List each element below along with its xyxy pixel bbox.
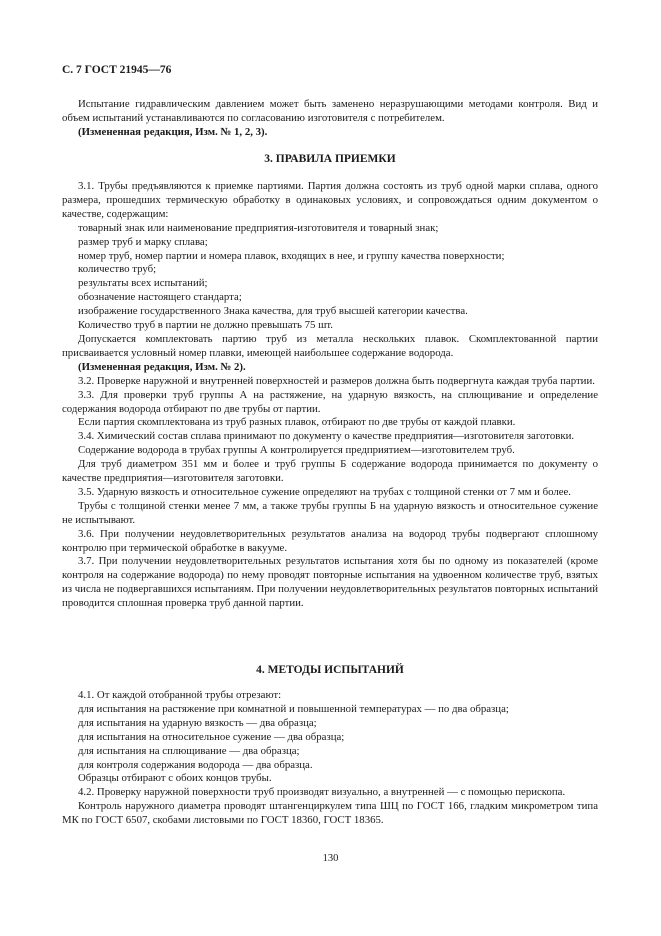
list-item: обозначение настоящего стандарта;: [78, 291, 242, 304]
list-item: для испытания на относительное сужение — два образца;: [78, 730, 345, 743]
paragraph: Образцы отбирают с обоих концов трубы.: [78, 772, 272, 785]
paragraph: Трубы с толщиной стенки менее 7 мм, а также трубы группы Б на ударную вязкость и относительное сужение не испытывают.: [62, 499, 598, 526]
section-4: [62, 664, 598, 678]
intro-block: [62, 98, 598, 140]
paragraph: 3.3. Для проверки труб группы А на растяжение, на ударную вязкость, на сплющивание и определение содержания водорода отбирают по две трубы от партии.: [62, 388, 598, 415]
list-item: номер труб, номер партии и номера плавок, входящих в нее, и группу качества поверхности;: [78, 249, 505, 262]
section-title: 4. МЕТОДЫ ИСПЫТАНИЙ: [256, 664, 404, 676]
list-item: для испытания на ударную вязкость — два образца;: [78, 716, 317, 729]
paragraph: Контроль наружного диаметра проводят штангенциркулем типа ШЦ по ГОСТ 166, гладким микрометром типа МК по ГОСТ 6507, скобами листовыми по ГОСТ 18360, ГОСТ 18365.: [62, 800, 598, 827]
paragraph: Допускается комплектовать партию труб из металла нескольких плавок. Скомплектованной партии присваивается условный номер плавки, имеющей наибольшее содержание водорода.: [62, 332, 598, 359]
list-item: для испытания на растяжение при комнатной и повышенной температурах — по два образца;: [78, 702, 509, 715]
amendment-note: (Измененная редакция, Изм. № 1, 2, 3).: [78, 125, 268, 138]
paragraph: 3.1. Трубы предъявляются к приемке партиями. Партия должна состоять из труб одной марки сплава, одного размера, прошедших термическую обработку в одинаковых условиях, и сопровождаться одним документом о качестве, содержащим:: [62, 180, 598, 220]
page-header: С. 7 ГОСТ 21945—76: [62, 64, 172, 76]
paragraph: 4.1. От каждой отобранной трубы отрезают:: [78, 689, 282, 701]
list-item: количество труб;: [78, 263, 157, 276]
list-item: изображение государственного Знака качества, для труб высшей категории качества.: [78, 305, 468, 318]
list-item: для контроля содержания водорода — два образца.: [78, 758, 313, 771]
paragraph: 3.2. Проверке наружной и внутренней поверхностей и размеров должна быть подвергнута каждая труба партии.: [78, 374, 595, 387]
list-item: для испытания на сплющивание — два образца;: [78, 744, 300, 757]
intro-paragraph: Испытание гидравлическим давлением может быть заменено неразрушающими методами контроля. Вид и объем испытаний устанавливаются по согласованию изготовителя с потребителем.: [62, 98, 598, 124]
paragraph: 4.2. Проверку наружной поверхности труб производят визуально, а внутренней — с помощью перископа.: [78, 786, 566, 799]
paragraph: Для труб диаметром 351 мм и более и труб группы Б содержание водорода принимается по документу о качестве предприятия—изготовителя заготовки.: [62, 458, 598, 485]
amendment-note: (Измененная редакция, Изм. № 2).: [78, 360, 246, 373]
list-item: результаты всех испытаний;: [78, 277, 208, 290]
section-title: 3. ПРАВИЛА ПРИЕМКИ: [264, 153, 396, 165]
page-number: 130: [322, 853, 339, 864]
paragraph: 3.6. При получении неудовлетворительных результатов анализа на водород трубы подвергают сплошному контролю при термической обработке в вакууме.: [62, 527, 598, 554]
section-3: [62, 153, 598, 167]
paragraph: 3.7. При получении неудовлетворительных результатов испытания хотя бы по одному из показателей (кроме контроля на содержание водорода) по нему проводят повторные испытания на удвоенном количестве труб, взятых из числа не подвергавшихся испытаниям. При получении неудовлетворительных результатов повторных испытаний проводится сплошная проверка труб данной партии.: [62, 555, 598, 610]
paragraph: 3.4. Химический состав сплава принимают по документу о качестве предприятия—изготовителя заготовки.: [78, 430, 575, 443]
paragraph: Количество труб в партии не должно превышать 75 шт.: [78, 319, 334, 332]
paragraph: Содержание водорода в трубах группы А контролируется предприятием—изготовителем труб.: [78, 444, 515, 457]
list-item: размер труб и марку сплава;: [78, 235, 208, 248]
paragraph: 3.5. Ударную вязкость и относительное сужение определяют на трубах с толщиной стенки от 7 мм и более.: [78, 485, 572, 498]
paragraph: Если партия скомплектована из труб разных плавок, отбирают по две трубы от каждой плавки.: [78, 416, 516, 429]
list-item: товарный знак или наименование предприятия-изготовителя и товарный знак;: [78, 221, 439, 234]
section-4-body: [62, 689, 598, 828]
section-3-body: [62, 180, 598, 611]
